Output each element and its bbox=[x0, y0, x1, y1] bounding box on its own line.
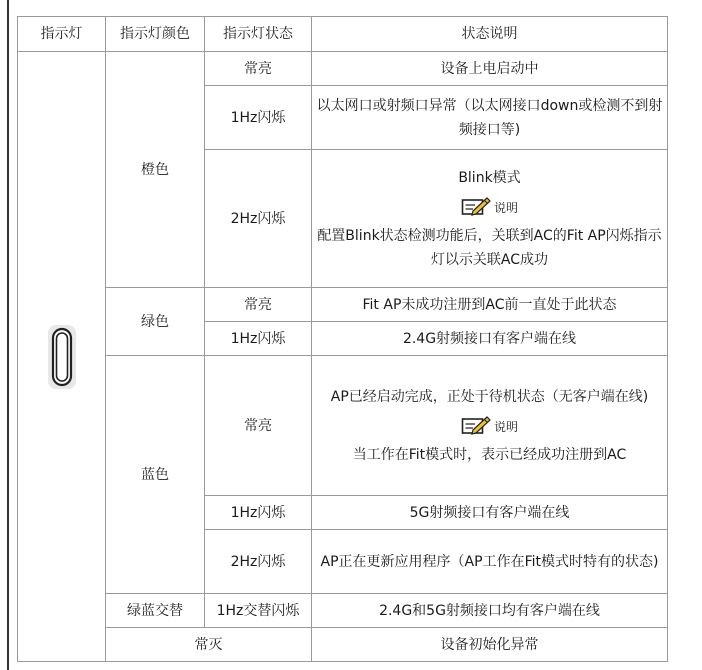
table-row bbox=[18, 628, 668, 662]
header-row bbox=[18, 17, 668, 52]
description-cell: AP正在更新应用程序（AP工作在Fit模式时特有的状态) bbox=[312, 530, 668, 594]
table-row bbox=[18, 356, 668, 496]
header-color: 指示灯颜色 bbox=[106, 17, 205, 52]
blink-mode-description: 配置Blink状态检测功能后，关联到AC的Fit AP闪烁指示灯以示关联AC成功 bbox=[317, 227, 662, 268]
standby-description: AP已经启动完成，正处于待机状态（无客户端在线) bbox=[330, 388, 649, 405]
indicator-cell bbox=[18, 52, 106, 662]
note-pencil-icon bbox=[461, 415, 491, 435]
led-status-table bbox=[17, 16, 668, 662]
state-cell: 1Hz闪烁 bbox=[205, 496, 312, 530]
table-row bbox=[18, 52, 668, 86]
description-cell bbox=[312, 356, 668, 496]
header-description: 状态说明 bbox=[312, 17, 668, 52]
color-green: 绿色 bbox=[106, 288, 205, 356]
note-label: 说明 bbox=[493, 200, 518, 215]
blink-mode-title: Blink模式 bbox=[458, 169, 521, 186]
description-cell bbox=[312, 150, 668, 288]
description-cell: 设备初始化异常 bbox=[312, 628, 668, 662]
state-cell: 2Hz闪烁 bbox=[205, 530, 312, 594]
indicator-light-icon bbox=[47, 324, 77, 390]
description-cell: 2.4G和5G射频接口均有客户端在线 bbox=[312, 594, 668, 628]
state-cell: 1Hz闪烁 bbox=[205, 322, 312, 356]
note-marker bbox=[461, 415, 518, 435]
color-alternate: 绿蓝交替 bbox=[106, 594, 205, 628]
state-cell: 常亮 bbox=[205, 356, 312, 496]
color-blue: 蓝色 bbox=[106, 356, 205, 594]
state-cell: 常亮 bbox=[205, 288, 312, 322]
description-cell: Fit AP未成功注册到AC前一直处于此状态 bbox=[312, 288, 668, 322]
description-cell: 2.4G射频接口有客户端在线 bbox=[312, 322, 668, 356]
description-cell: 5G射频接口有客户端在线 bbox=[312, 496, 668, 530]
header-state: 指示灯状态 bbox=[205, 17, 312, 52]
fit-mode-description: 当工作在Fit模式时，表示已经成功注册到AC bbox=[352, 446, 627, 463]
state-cell: 1Hz闪烁 bbox=[205, 86, 312, 150]
state-cell: 1Hz交替闪烁 bbox=[205, 594, 312, 628]
header-indicator: 指示灯 bbox=[18, 17, 106, 52]
table-row bbox=[18, 288, 668, 322]
state-cell: 常亮 bbox=[205, 52, 312, 86]
description-cell: 设备上电启动中 bbox=[312, 52, 668, 86]
state-off: 常灭 bbox=[106, 628, 312, 662]
left-border-rule bbox=[7, 0, 9, 670]
note-label: 说明 bbox=[493, 419, 518, 434]
color-orange: 橙色 bbox=[106, 52, 205, 288]
note-marker bbox=[461, 196, 518, 216]
note-pencil-icon bbox=[461, 196, 491, 216]
description-cell: 以太网口或射频口异常（以太网接口down或检测不到射频接口等) bbox=[312, 86, 668, 150]
table-row bbox=[18, 594, 668, 628]
state-cell: 2Hz闪烁 bbox=[205, 150, 312, 288]
